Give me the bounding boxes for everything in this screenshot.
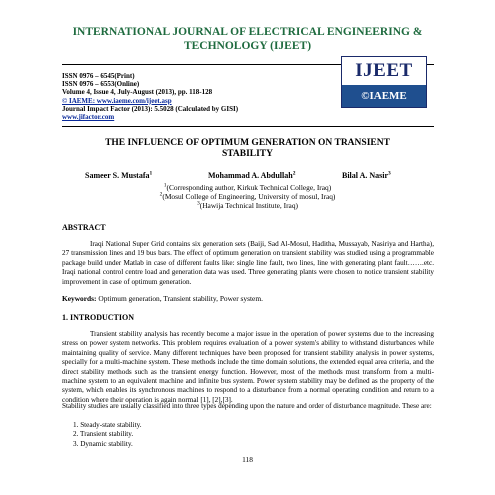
affiliation-3-sup: 3 [196,200,200,207]
paper-title-line-2: STABILITY [221,149,274,159]
impact-factor: Journal Impact Factor (2013): 5.5028 (Calculated by GISI) [62,104,239,113]
abstract-text: Iraqi National Super Grid contains six generation sets (Baiji, Sad Al-Mosul, Haditha, Mussayab, Nasiriya and Hartha), 27 transmission lines and 19 bus bars. The effect of optimum generation on transient stability was studied using a programmable package build under Matlab in case of different faults like: single line fault, two lines, line with generating plant fault…….etc. Iraqi national control centre load and generation data was used. Three generating plants were chosen to notice transient stability improvement in case of optimum generation. [62,240,434,286]
keywords [62,294,263,303]
jifactor-link[interactable]: www.jifactor.com [62,113,115,122]
introduction-heading: 1. INTRODUCTION [62,313,135,322]
volume-info: Volume 4, Issue 4, July-August (2013), pp. 118-128 [62,88,213,97]
stability-types-list [73,421,142,449]
journal-title-line-1: INTERNATIONAL JOURNAL OF ELECTRICAL ENGINEERING & [72,26,423,38]
affiliation-3 [60,201,435,210]
page-number: 118 [242,455,253,464]
author-1-sup: 1 [149,170,153,177]
list-item: 2. Transient stability. [73,430,134,439]
author-2-name: Mohammad A. Abdullah [208,171,293,180]
affiliation-2-sup: 2 [159,191,163,198]
affiliation-2-text: (Mosul College of Engineering, University of mosul, Iraq) [162,192,336,201]
author-2 [208,171,295,180]
affiliation-1 [60,183,435,192]
list-item: 1. Steady-state stability. [73,421,142,429]
affiliation-2 [60,192,435,201]
author-3 [342,171,391,180]
author-1 [85,171,152,180]
author-3-sup: 3 [388,170,391,177]
author-3-name: Bilal A. Nasir [342,171,389,180]
header-rule-bottom [62,126,434,127]
abstract-heading: ABSTRACT [62,223,106,232]
issn-online: ISSN 0976 – 6553(Online) [62,80,140,89]
introduction-paragraph-2: Stability studies are usually classified into three types depending upon the nature and order of disturbance magnitude. These are: [62,402,432,410]
affiliation-3-text: (Hawija Technical Institute, Iraq) [199,201,298,210]
journal-title [0,25,495,53]
keywords-label: Keywords: [62,294,97,303]
introduction-paragraph-1: Transient stability analysis has recently become a major issue in the operation of power systems due to the increasing stress on power system networks. This problem requires evaluation of a power system's ability to withstand disturbances while maintaining quality of service. Many different techniques have been proposed for transient stability analysis in power systems, specially for a multi-machine system. These methods include the time domain solutions, the extended equal area criteria, and the direct stability methods such as the transient energy function. However, most of the methods must transform from a multi-machine system to an equivalent machine and infinite bus system. Power system stability may be defined as the property of the system, which enables its synchronous machines to respond to a disturbance from a normal operating condition and return to a condition where their operation is again normal [1], [2],[3]. [62,330,434,404]
keywords-text: Optimum generation, Transient stability, Power system. [98,294,263,303]
ijeet-logo [341,56,427,108]
logo-text-iaeme: ©IAEME [342,85,426,107]
author-2-sup: 2 [292,170,296,177]
list-item: 3. Dynamic stability. [73,439,133,448]
journal-meta [62,72,238,121]
issn-print: ISSN 0976 – 6545(Print) [62,72,135,80]
iaeme-link[interactable]: © IAEME: www.iaeme.com/ijeet.asp [62,96,172,105]
paper-title-line-1: THE INFLUENCE OF OPTIMUM GENERATION ON TRANSIENT [105,138,390,148]
affiliations [60,183,435,210]
affiliation-1-sup: 1 [163,182,167,189]
affiliation-1-text: (Corresponding author, Kirkuk Technical College, Iraq) [166,183,332,192]
journal-title-line-2: TECHNOLOGY (IJEET) [183,40,312,52]
author-1-name: Sameer S. Mustafa [85,171,150,180]
logo-text-ijeet: IJEET [355,60,413,81]
paper-title [60,138,435,160]
